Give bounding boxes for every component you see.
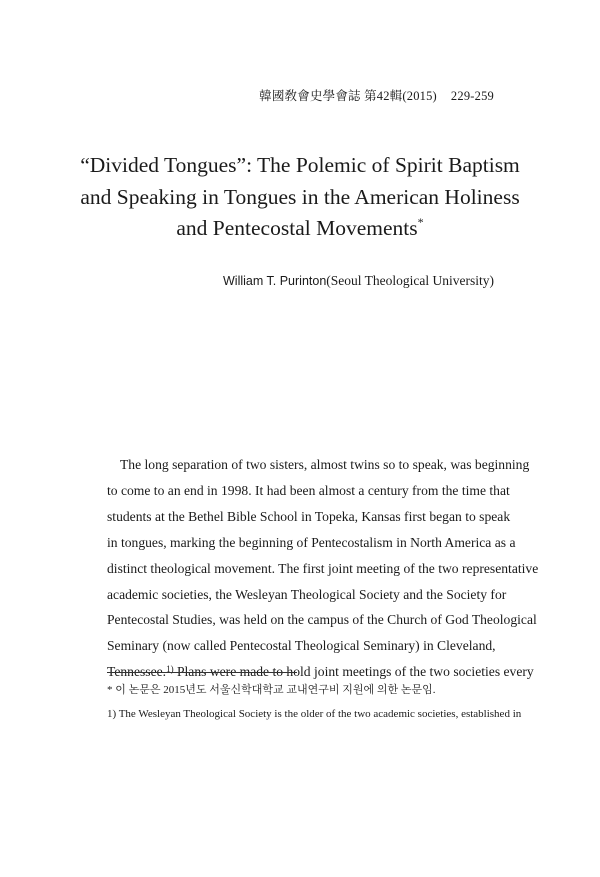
title-footnote-mark[interactable]: * <box>417 215 424 229</box>
body-text-fragment: Plans were made to hold joint meetings of the two societies every <box>173 664 534 680</box>
footnote-divider <box>107 672 297 673</box>
body-line: students at the Bethel Bible School in Topeka, Kansas first began to speak <box>107 508 511 524</box>
body-line: distinct theological movement. The first joint meeting of the two representative <box>107 560 539 576</box>
author-affiliation: (Seoul Theological University) <box>326 273 494 288</box>
body-text-fragment: Tennessee. <box>107 664 167 680</box>
title-line-2: and Speaking in Tongues in the American Holiness <box>80 184 520 209</box>
title-line-3: and Pentecostal Movements <box>176 216 418 240</box>
body-line: Pentecostal Studies, was held on the campus of the Church of God Theological <box>107 612 537 628</box>
title-line-1: “Divided Tongues”: The Polemic of Spirit Baptism <box>80 153 520 177</box>
body-line: The long separation of two sisters, almost twins so to speak, was beginning <box>120 457 530 472</box>
body-line: to come to an end in 1998. It had been almost a century from the time that <box>107 482 510 498</box>
footnote-star: * 이 논문은 2015년도 서울신학대학교 교내연구비 지원에 의한 논문임. <box>107 684 436 696</box>
body-line: Seminary (now called Pentecostal Theological Seminary) in Cleveland, <box>107 638 496 654</box>
page-range: 229-259 <box>450 89 494 103</box>
footnote-reference-1[interactable]: 1) <box>166 664 174 675</box>
author-name: William T. Purinton <box>223 274 327 288</box>
body-line: in tongues, marking the beginning of Pentecostalism in North America as a <box>107 534 516 550</box>
running-head <box>259 86 494 104</box>
body-line: academic societies, the Wesleyan Theological Society and the Society for <box>107 586 507 602</box>
body-paragraph <box>107 452 539 685</box>
author-byline <box>223 273 494 289</box>
journal-name: 韓國敎會史學會誌 第42輯(2015) <box>259 89 437 103</box>
article-title <box>0 150 600 245</box>
footnote-1: 1) The Wesleyan Theological Society is the older of the two academic societies, established in <box>107 708 522 720</box>
